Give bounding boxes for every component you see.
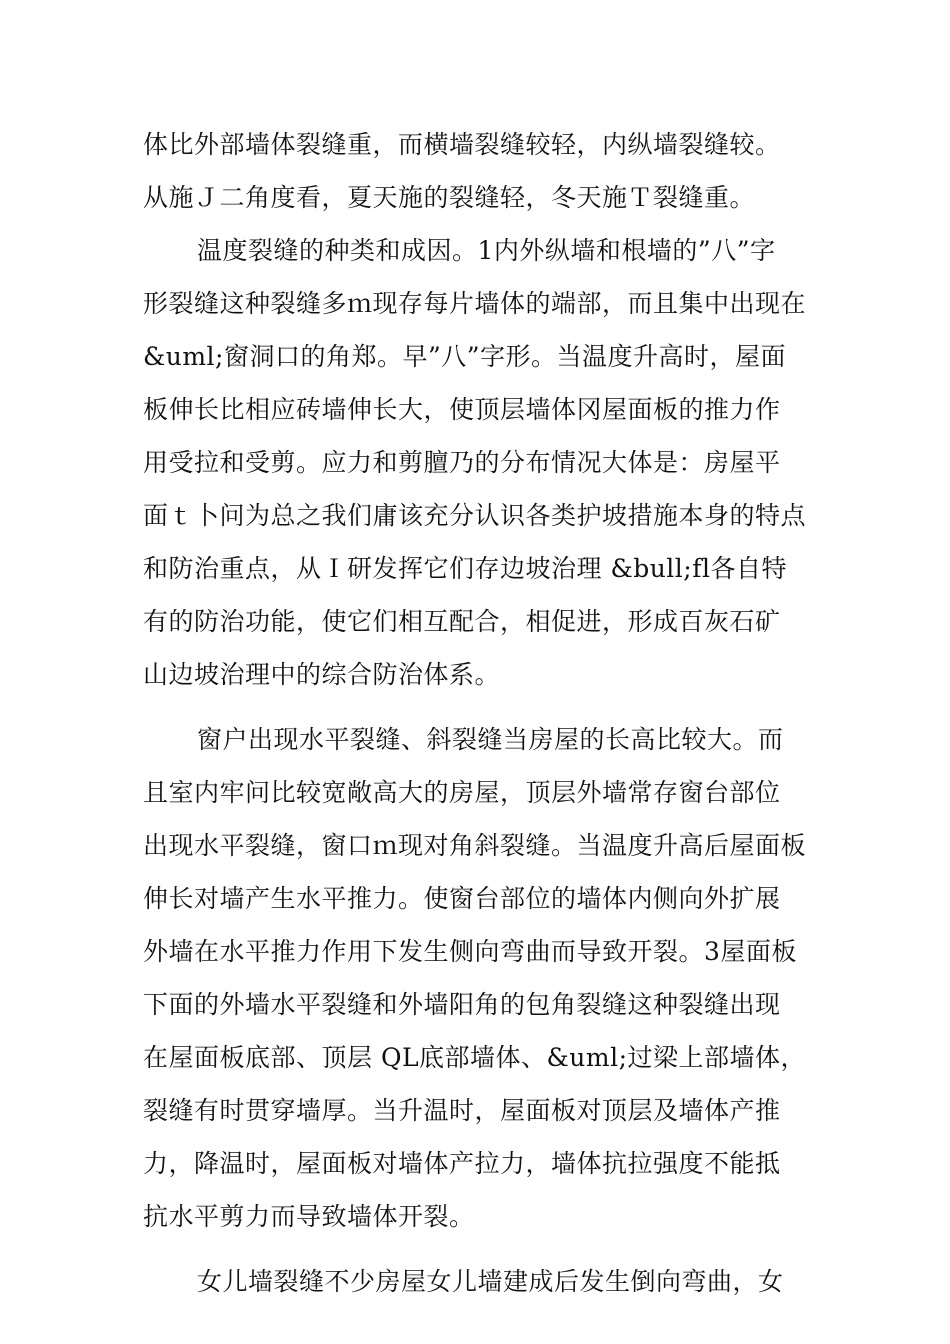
text-line-6: 板伸长比相应砖墙伸长大，使顶层墙体冈屋面板的推力作 bbox=[143, 395, 781, 424]
text-line-10: 有的防治功能，使它们相互配合，相促进，形成百灰石矿 bbox=[143, 607, 781, 636]
text-line-1: 体比外部墙体裂缝重，而横墙裂缝较轻，内纵墙裂缝较。 bbox=[143, 130, 781, 159]
text-line-3: 温度裂缝的种类和成因。1内外纵墙和根墙的”八”字 bbox=[197, 236, 776, 265]
text-line-13: 且室内牢问比较宽敞高大的房屋，顶层外墙常存窗台部位 bbox=[143, 778, 781, 807]
text-line-21: 抗水平剪力而导致墙体开裂。 bbox=[143, 1202, 475, 1231]
text-line-7: 用受拉和受剪。应力和剪膻乃的分布情况大体是：房屋平 bbox=[143, 448, 781, 477]
text-line-17: 下面的外墙水平裂缝和外墙阳角的包角裂缝这种裂缝出现 bbox=[143, 990, 781, 1019]
text-line-15: 伸长对墙产生水平推力。使窗台部位的墙体内侧向外扩展 bbox=[143, 884, 781, 913]
text-line-19: 裂缝有时贯穿墙厚。当升温时，屋面板对顶层及墙体产推 bbox=[143, 1096, 781, 1125]
text-line-5: &uml;窗洞口的角郑。早”八”字形。当温度升高时，屋面 bbox=[143, 342, 787, 371]
text-line-11: 山边坡治理中的综合防治体系。 bbox=[143, 660, 501, 689]
text-line-8: 面ｔ卜问为总之我们庸该充分认识各类护坡措施本身的特点 bbox=[143, 501, 807, 530]
text-line-14: 出现水平裂缝，窗口ｍ现对角斜裂缝。当温度升高后屋面板 bbox=[143, 831, 807, 860]
text-line-20: 力，降温时，屋面板对墙体产拉力，墙体抗拉强度不能抵 bbox=[143, 1149, 781, 1178]
text-line-2: 从施Ｊ二角度看，夏天施的裂缝轻，冬天施Ｔ裂缝重。 bbox=[143, 183, 756, 212]
text-line-9: 和防治重点，从Ｉ研发挥它们存边坡治理 &bull;fl各自特 bbox=[143, 554, 787, 583]
text-line-12: 窗户出现水平裂缝、斜裂缝当房屋的长高比较大。而 bbox=[197, 725, 784, 754]
text-line-16: 外墙在水平推力作用下发生侧向弯曲而导致开裂。3屋面板 bbox=[143, 937, 797, 966]
text-line-18: 在屋面板底部、顶层 QL底部墙体、&uml;过梁上部墙体， bbox=[143, 1043, 807, 1072]
text-line-4: 形裂缝这种裂缝多ｍ现存每片墙体的端部，而且集中出现在 bbox=[143, 289, 807, 318]
text-line-22: 女儿墙裂缝不少房屋女儿墙建成后发生倒向弯曲，女 bbox=[197, 1267, 784, 1296]
